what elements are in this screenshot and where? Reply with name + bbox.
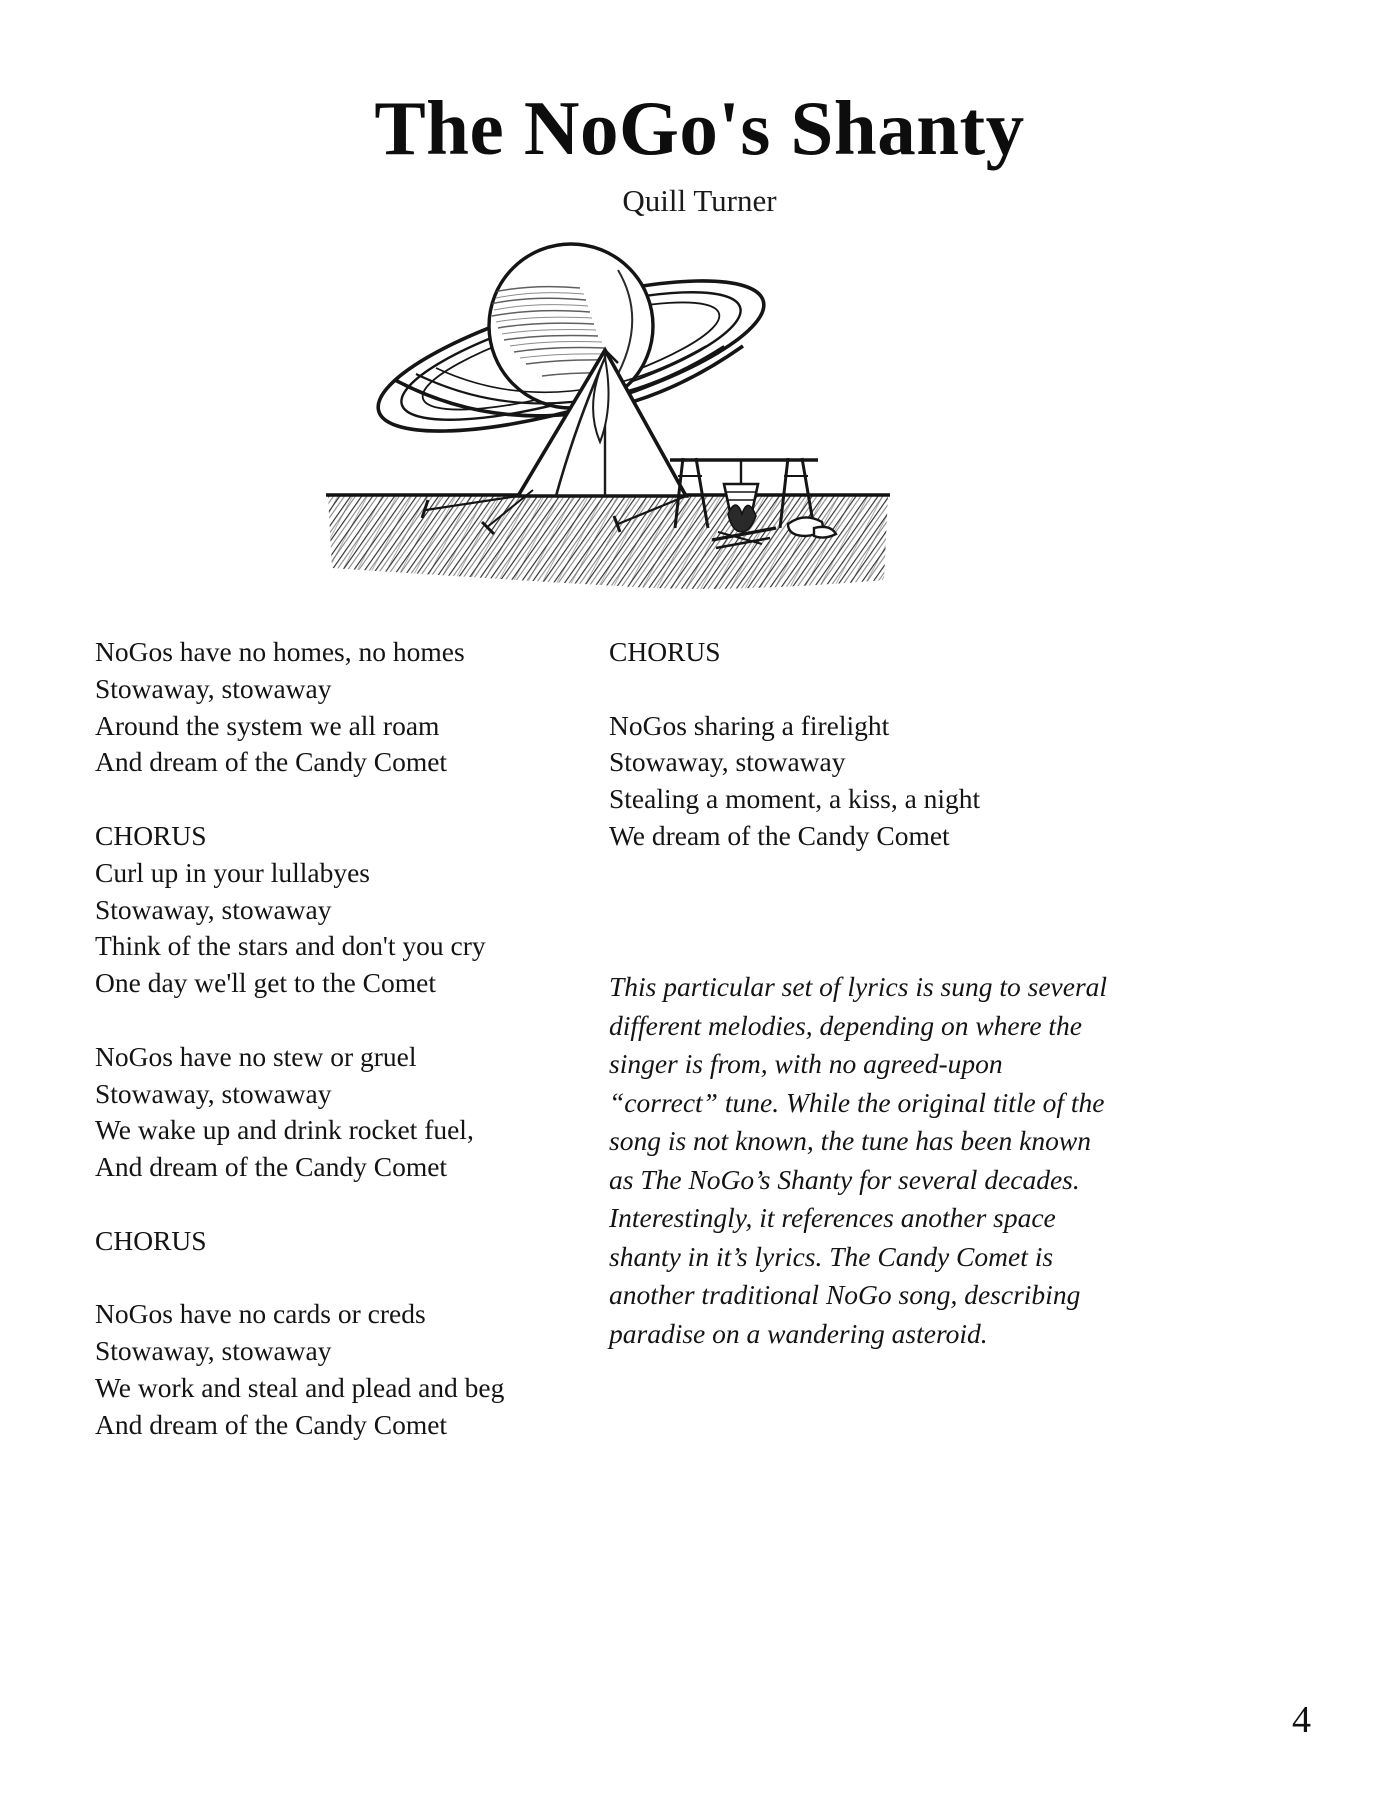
lyrics-block	[609, 708, 1109, 855]
lyric-line: One day we'll get to the Comet	[95, 967, 436, 999]
lyrics-block	[95, 818, 565, 1002]
lyric-line: We wake up and drink rocket fuel,	[95, 1114, 474, 1146]
lyrics-block	[95, 1296, 565, 1443]
page-number: 4	[1292, 1699, 1311, 1741]
lyric-line: We work and steal and plead and beg	[95, 1371, 505, 1403]
chorus-label: CHORUS	[609, 636, 721, 667]
ringed-planet-over-tent-and-campfire-illustration	[318, 228, 898, 600]
lyric-line: Stowaway, stowaway	[95, 893, 332, 925]
page-title: The NoGo's Shanty	[374, 85, 1025, 171]
lyric-line: Stowaway, stowaway	[95, 672, 332, 704]
lyrics-column-left	[95, 634, 565, 1444]
lyrics-block	[95, 634, 565, 781]
lyric-line: And dream of the Candy Comet	[95, 746, 448, 778]
chorus-label: CHORUS	[95, 819, 207, 851]
lyric-line: And dream of the Candy Comet	[95, 1151, 448, 1183]
editorial-note: This particular set of lyrics is sung to several different melodies, depending on where the singer is from, with no agreed-upon “correct” tune. While the original title of the song is not known, the tune has been known as The NoGo’s Shanty for several decades. Interestingly, it references another space shanty in it’s lyrics. The Candy Comet is another traditional NoGo song, describing paradise on a wandering asteroid.	[609, 971, 1108, 1349]
lyric-line: NoGos have no cards or creds	[95, 1298, 426, 1330]
lyric-line: And dream of the Candy Comet	[95, 1408, 448, 1440]
lyric-line: Stowaway, stowaway	[609, 746, 846, 778]
planet-body-shape	[489, 244, 653, 408]
author-byline: Quill Turner	[622, 183, 777, 218]
lyric-line: Stowaway, stowaway	[95, 1335, 332, 1367]
lyrics-block	[609, 634, 1109, 671]
lyrics-block	[95, 1039, 565, 1186]
chorus-label: CHORUS	[95, 1224, 207, 1256]
lyric-line: NoGos have no homes, no homes	[95, 636, 465, 667]
lyric-line: Curl up in your lullabyes	[95, 856, 370, 888]
lyric-line: We dream of the Candy Comet	[609, 819, 950, 851]
lyric-line: Around the system we all roam	[95, 709, 440, 741]
lyric-line: Stowaway, stowaway	[95, 1077, 332, 1109]
lyric-line: NoGos sharing a firelight	[609, 709, 890, 741]
lyrics-block	[95, 1223, 565, 1260]
lyric-line: Think of the stars and don't you cry	[95, 930, 486, 962]
lyric-line: NoGos have no stew or gruel	[95, 1040, 417, 1072]
lyrics-column-right	[609, 634, 1109, 855]
lyric-line: Stealing a moment, a kiss, a night	[609, 783, 981, 815]
